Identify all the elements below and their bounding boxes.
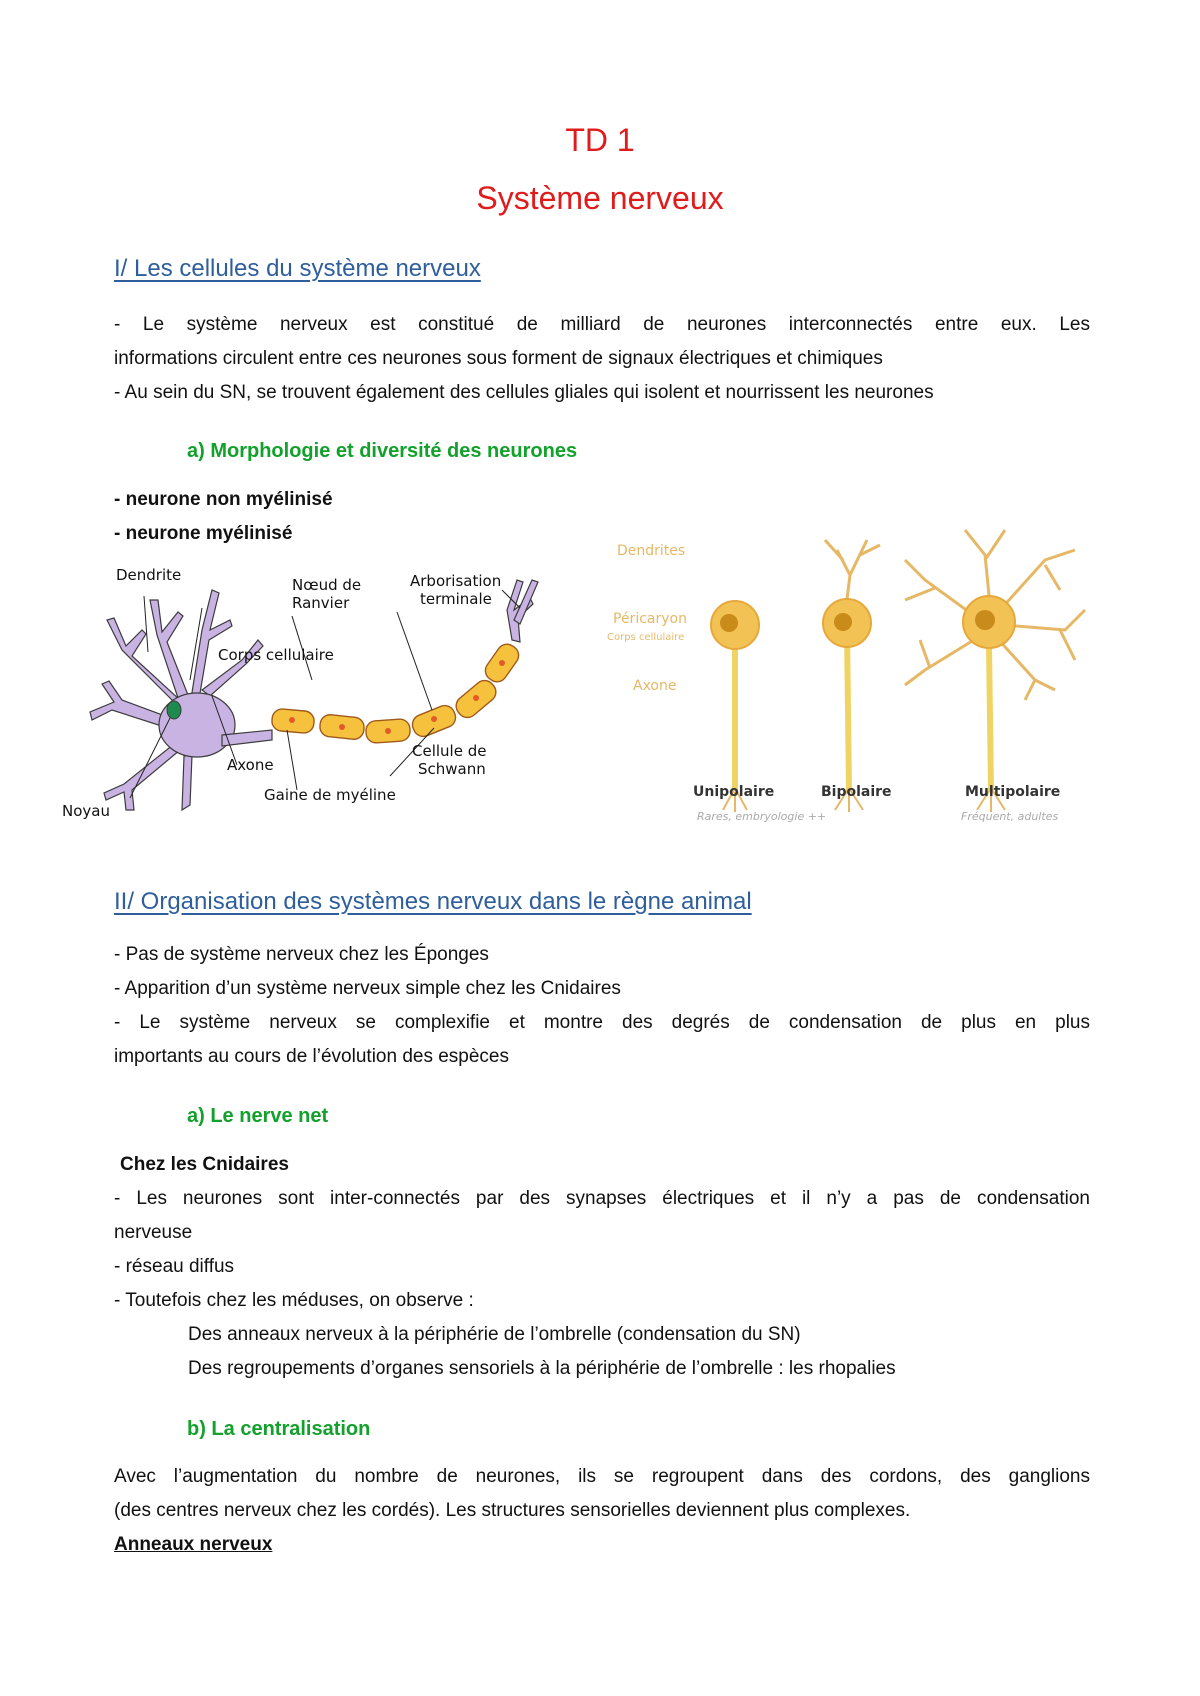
label-gaine-myeline: Gaine de myéline <box>264 786 396 804</box>
label-noyau: Noyau <box>62 802 110 820</box>
cnidaires-title: Chez les Cnidaires <box>120 1154 289 1175</box>
label-schwann-line1: Cellule de <box>412 742 487 760</box>
anneaux-nerveux-heading: Anneaux nerveux <box>114 1534 273 1555</box>
label-noeud-line1: Nœud de <box>292 576 362 594</box>
section2-line: - Pas de système nerveux chez les Éponges <box>114 944 489 965</box>
para1-line2: informations circulent entre ces neurones sous forment de signaux électriques et chimiques <box>114 348 883 369</box>
dendrite-tree <box>90 590 272 810</box>
cnidaires-line3: - réseau diffus <box>114 1256 235 1277</box>
neuron-types-diagram <box>605 520 1105 835</box>
subsection-b-centralisation: b) La centralisation <box>187 1418 371 1440</box>
cnidaires-block <box>114 1148 1090 1386</box>
nucleus <box>167 701 181 719</box>
subsection-a-morphologie: a) Morphologie et diversité des neurones <box>187 440 578 462</box>
unipolar-neuron <box>711 601 759 812</box>
label-axone: Axone <box>227 756 274 774</box>
section2-line3b: importants au cours de l’évolution des espèces <box>114 1046 510 1067</box>
type-name-multipolaire: Multipolaire <box>965 784 1061 800</box>
type-name-unipolaire: Unipolaire <box>693 784 775 800</box>
section2-line3a: - Le système nerveux se complexifie et montre des degrés de condensation de plus en plus <box>114 1012 1090 1033</box>
terminal-arborization <box>507 580 538 642</box>
cnidaires-line4: - Toutefois chez les méduses, on observe : <box>114 1290 474 1311</box>
label-pericaryon: Péricaryon <box>613 611 687 627</box>
type-name-bipolaire: Bipolaire <box>821 784 892 800</box>
para2: - Au sein du SN, se trouvent également des cellules gliales qui isolent et nourrissent les neurones <box>114 382 934 403</box>
type-note-multipolaire: Fréquent, adultes <box>961 810 1059 823</box>
label-corps-cellulaire: Corps cellulaire <box>218 646 334 664</box>
label-dendrite: Dendrite <box>116 566 182 584</box>
cnidaires-line1: - Les neurones sont inter-connectés par des synapses électriques et il n’y a pas de condensation <box>114 1188 1090 1209</box>
section2-heading: II/ Organisation des systèmes nerveux dans le règne animal <box>114 888 752 915</box>
multipolar-neuron <box>905 530 1085 812</box>
subsection-a-nerve-net: a) Le nerve net <box>187 1105 329 1127</box>
neuron-diagram <box>62 560 542 825</box>
cnidaires-indent1: Des anneaux nerveux à la périphérie de l’ombrelle (condensation du SN) <box>188 1324 801 1345</box>
label-schwann-line2: Schwann <box>418 760 486 778</box>
section2-intro <box>114 938 1090 1074</box>
list-item: - neurone non myélinisé <box>114 489 333 510</box>
centralisation-line2: (des centres nerveux chez les cordés). Les structures sensorielles deviennent plus complexes. <box>114 1500 911 1521</box>
section1-heading: I/ Les cellules du système nerveux <box>114 255 481 282</box>
list-item: - neurone myélinisé <box>114 523 293 544</box>
centralisation-block <box>114 1460 1090 1562</box>
type-note-unipolaire: Rares, embryologie ++ <box>697 810 827 823</box>
label-corps-cellulaire-small: Corps cellulaire <box>607 632 685 643</box>
bipolar-neuron <box>823 540 880 812</box>
document-title: TD 1 <box>565 122 635 158</box>
label-arborisation-line1: Arborisation <box>410 572 502 590</box>
section2-line: - Apparition d’un système nerveux simple chez les Cnidaires <box>114 978 621 999</box>
cnidaires-line2: nerveuse <box>114 1222 193 1243</box>
centralisation-line1: Avec l’augmentation du nombre de neurones, ils se regroupent dans des cordons, des ganglions <box>114 1466 1090 1487</box>
label-axone-types: Axone <box>633 678 677 694</box>
label-arborisation-line2: terminale <box>420 590 492 608</box>
para1-line1: - Le système nerveux est constitué de milliard de neurones interconnectés entre eux. Les <box>114 314 1090 335</box>
label-dendrites: Dendrites <box>617 543 686 559</box>
label-noeud-line2: Ranvier <box>292 594 350 612</box>
section1-intro <box>114 308 1090 410</box>
document-subtitle: Système nerveux <box>476 180 724 216</box>
cnidaires-indent2: Des regroupements d’organes sensoriels à la périphérie de l’ombrelle : les rhopalies <box>188 1358 896 1379</box>
